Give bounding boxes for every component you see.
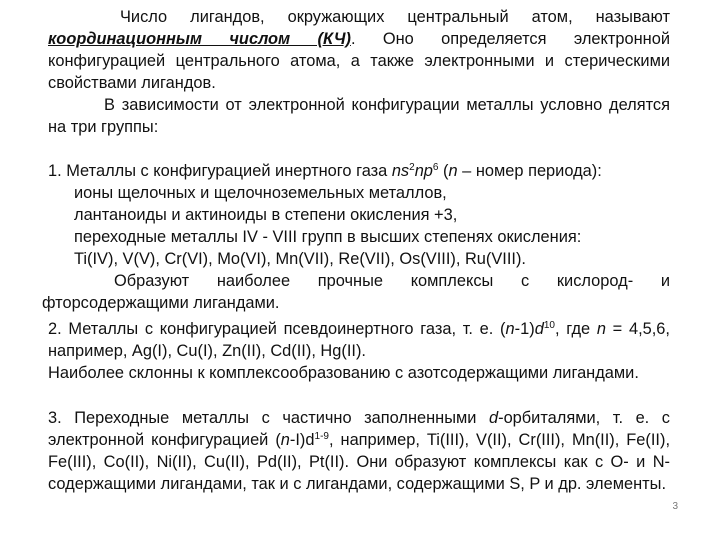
- text: -I)d: [289, 431, 315, 449]
- text: = 4,5,6, например, Ag(I), Cu(I), Zn(II), Cd(II), Hg(II).: [48, 320, 670, 360]
- text: n: [596, 320, 606, 338]
- text: n: [448, 162, 458, 180]
- list-item: лантаноиды и актиноиды в степени окисления +3,: [74, 206, 458, 224]
- group-1: [42, 160, 670, 314]
- group-1-conclusion: Образуют наиболее прочные комплексы с кислород- и фторсодержащими лигандами.: [42, 272, 670, 312]
- text: (: [438, 162, 449, 180]
- text: -орбиталями, т. е. с электронной конфигурацией (: [48, 409, 670, 449]
- text: d: [534, 320, 544, 338]
- paragraph-groups-intro: В зависимости от электронной конфигурации металлы условно делятся на три группы:: [48, 96, 670, 136]
- group-2: [48, 318, 670, 384]
- group-3: [48, 407, 670, 495]
- list-item: переходные металлы IV - VIII групп в высших степенях окисления:: [74, 228, 582, 246]
- list-item: Ti(IV), V(V), Cr(VI), Mo(VI), Mn(VII), Re(VII), Os(VIII), Ru(VIII).: [74, 250, 526, 268]
- text: d: [488, 409, 499, 427]
- paragraph-definition: [48, 6, 670, 138]
- group-2-conclusion: Наиболее склонны к комплексообразованию с азотсодержащими лигандами.: [48, 364, 639, 382]
- superscript: 10: [543, 320, 555, 331]
- text: 3. Переходные металлы с частично заполненными: [48, 409, 489, 427]
- text: Число лигандов, окружающих центральный атом, называют: [120, 8, 670, 26]
- text: ns: [391, 162, 410, 180]
- text: n: [505, 320, 515, 338]
- term-coordination-number: координационным числом (КЧ): [48, 30, 351, 48]
- text: n: [280, 431, 290, 449]
- superscript: 1-9: [314, 431, 329, 442]
- superscript: 2: [409, 162, 415, 173]
- page-number: 3: [672, 501, 678, 512]
- text: , например, Ti(III), V(II), Cr(III), Mn(II), Fe(II), Fe(III), Co(II), Ni(II), Cu(II), Pd(II), Pt(II). Они образуют комплексы как с O- и N-содержащими лигандами, так и с лигандами, содержащими S, P и др. элементы.: [48, 431, 670, 493]
- text: – номер периода):: [457, 162, 602, 180]
- superscript: 6: [432, 162, 439, 173]
- text: 2. Металлы с конфигурацией псевдоинертного газа, т. е. (: [48, 320, 506, 338]
- list-item: ионы щелочных и щелочноземельных металлов,: [74, 184, 447, 202]
- text: , где: [554, 320, 597, 338]
- text: np: [414, 162, 433, 180]
- text: -1): [514, 320, 535, 338]
- text: 1. Металлы с конфигурацией инертного газа: [48, 162, 392, 180]
- text: . Оно определяется электронной конфигурацией центрального атома, а также электронными и стерическими свойствами лигандов.: [48, 30, 670, 92]
